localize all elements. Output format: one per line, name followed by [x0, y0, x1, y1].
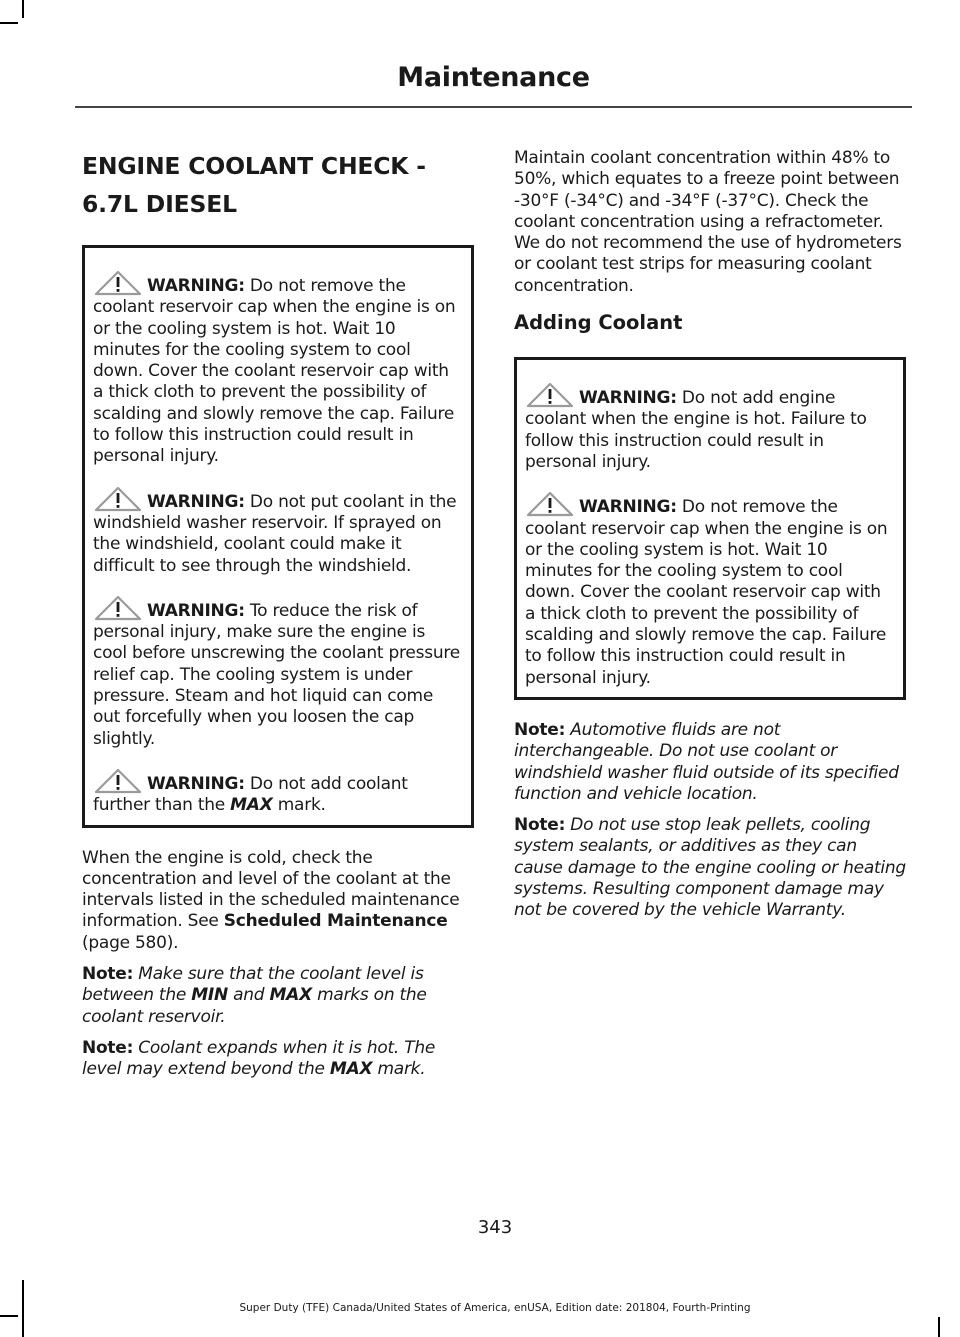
page-header: Maintenance	[397, 62, 590, 93]
warning-item: WARNING: To reduce the risk of personal injury, make sure the engine is cool before unscrewing the coolant pressure relief cap. The cooling system is under pressure. Steam and hot liquid can come out forcefully when you loosen the cap slightly.	[93, 595, 463, 750]
note: Note: Automotive fluids are not interchangeable. Do not use coolant or windshield washer fluid outside of its specified function and vehicle location.	[514, 719, 899, 804]
crop-mark	[22, 0, 24, 18]
crop-mark	[0, 22, 18, 24]
warning-triangle-icon	[93, 270, 143, 296]
warning-triangle-icon	[525, 382, 575, 408]
warning-item: WARNING: Do not remove the coolant reservoir cap when the engine is on or the cooling system is hot. Wait 10 minutes for the cooling system to cool down. Cover the coolant reservoir cap with a thick cloth to prevent the possibility of scalding and slowly remove the cap. Failure to follow this instruction could result in personal injury.	[93, 270, 463, 468]
warning-item: WARNING: Do not add coolant further than the MAX mark.	[93, 768, 463, 817]
warning-triangle-icon	[93, 595, 143, 621]
page-footer: Super Duty (TFE) Canada/United States of America, enUSA, Edition date: 201804, Fourth-Printing	[239, 1302, 751, 1314]
subheading: Adding Coolant	[514, 311, 683, 335]
warning-item: WARNING: Do not add engine coolant when the engine is hot. Failure to follow this instruction could result in personal injury.	[525, 382, 895, 473]
cross-reference-link[interactable]: Scheduled Maintenance	[223, 911, 448, 932]
section-title: ENGINE COOLANT CHECK - 6.7L DIESEL	[82, 152, 426, 218]
crop-mark	[938, 1317, 940, 1337]
left-column	[82, 140, 474, 1091]
page-number: 343	[477, 1217, 513, 1238]
note: Note: Do not use stop leak pellets, cooling system sealants, or additives as they can cause damage to the engine cooling or heating systems. Resulting component damage may not be covered by the vehicle Warranty.	[514, 815, 906, 921]
warning-item: WARNING: Do not put coolant in the windshield washer reservoir. If sprayed on the windshield, coolant could make it difficult to see through the windshield.	[93, 486, 463, 577]
warning-box	[82, 245, 474, 828]
warning-triangle-icon	[525, 491, 575, 517]
note: Note: Coolant expands when it is hot. The level may extend beyond the MAX mark.	[82, 1037, 436, 1080]
warning-item: WARNING: Do not remove the coolant reservoir cap when the engine is on or the cooling system is hot. Wait 10 minutes for the cooling system to cool down. Cover the coolant reservoir cap with a thick cloth to prevent the possibility of scalding and slowly remove the cap. Failure to follow this instruction could result in personal injury.	[525, 491, 895, 689]
body-paragraph: Maintain coolant concentration within 48% to 50%, which equates to a freeze point between -30°F (-34°C) and -34°F (-37°C). Check the coolant concentration using a refractometer. We do not recommend the use of hydrometers or coolant test strips for measuring coolant concentration.	[514, 148, 902, 296]
crop-mark	[0, 1315, 18, 1317]
right-column	[514, 148, 906, 932]
header-divider	[75, 106, 912, 108]
warning-triangle-icon	[93, 768, 143, 794]
body-paragraph: When the engine is cold, check the concentration and level of the coolant at the intervals listed in the scheduled maintenance information. See Scheduled Maintenance (page 580).	[82, 847, 460, 953]
warning-box	[514, 357, 906, 700]
note: Note: Make sure that the coolant level is between the MIN and MAX marks on the coolant reservoir.	[82, 964, 427, 1027]
warning-triangle-icon	[93, 486, 143, 512]
